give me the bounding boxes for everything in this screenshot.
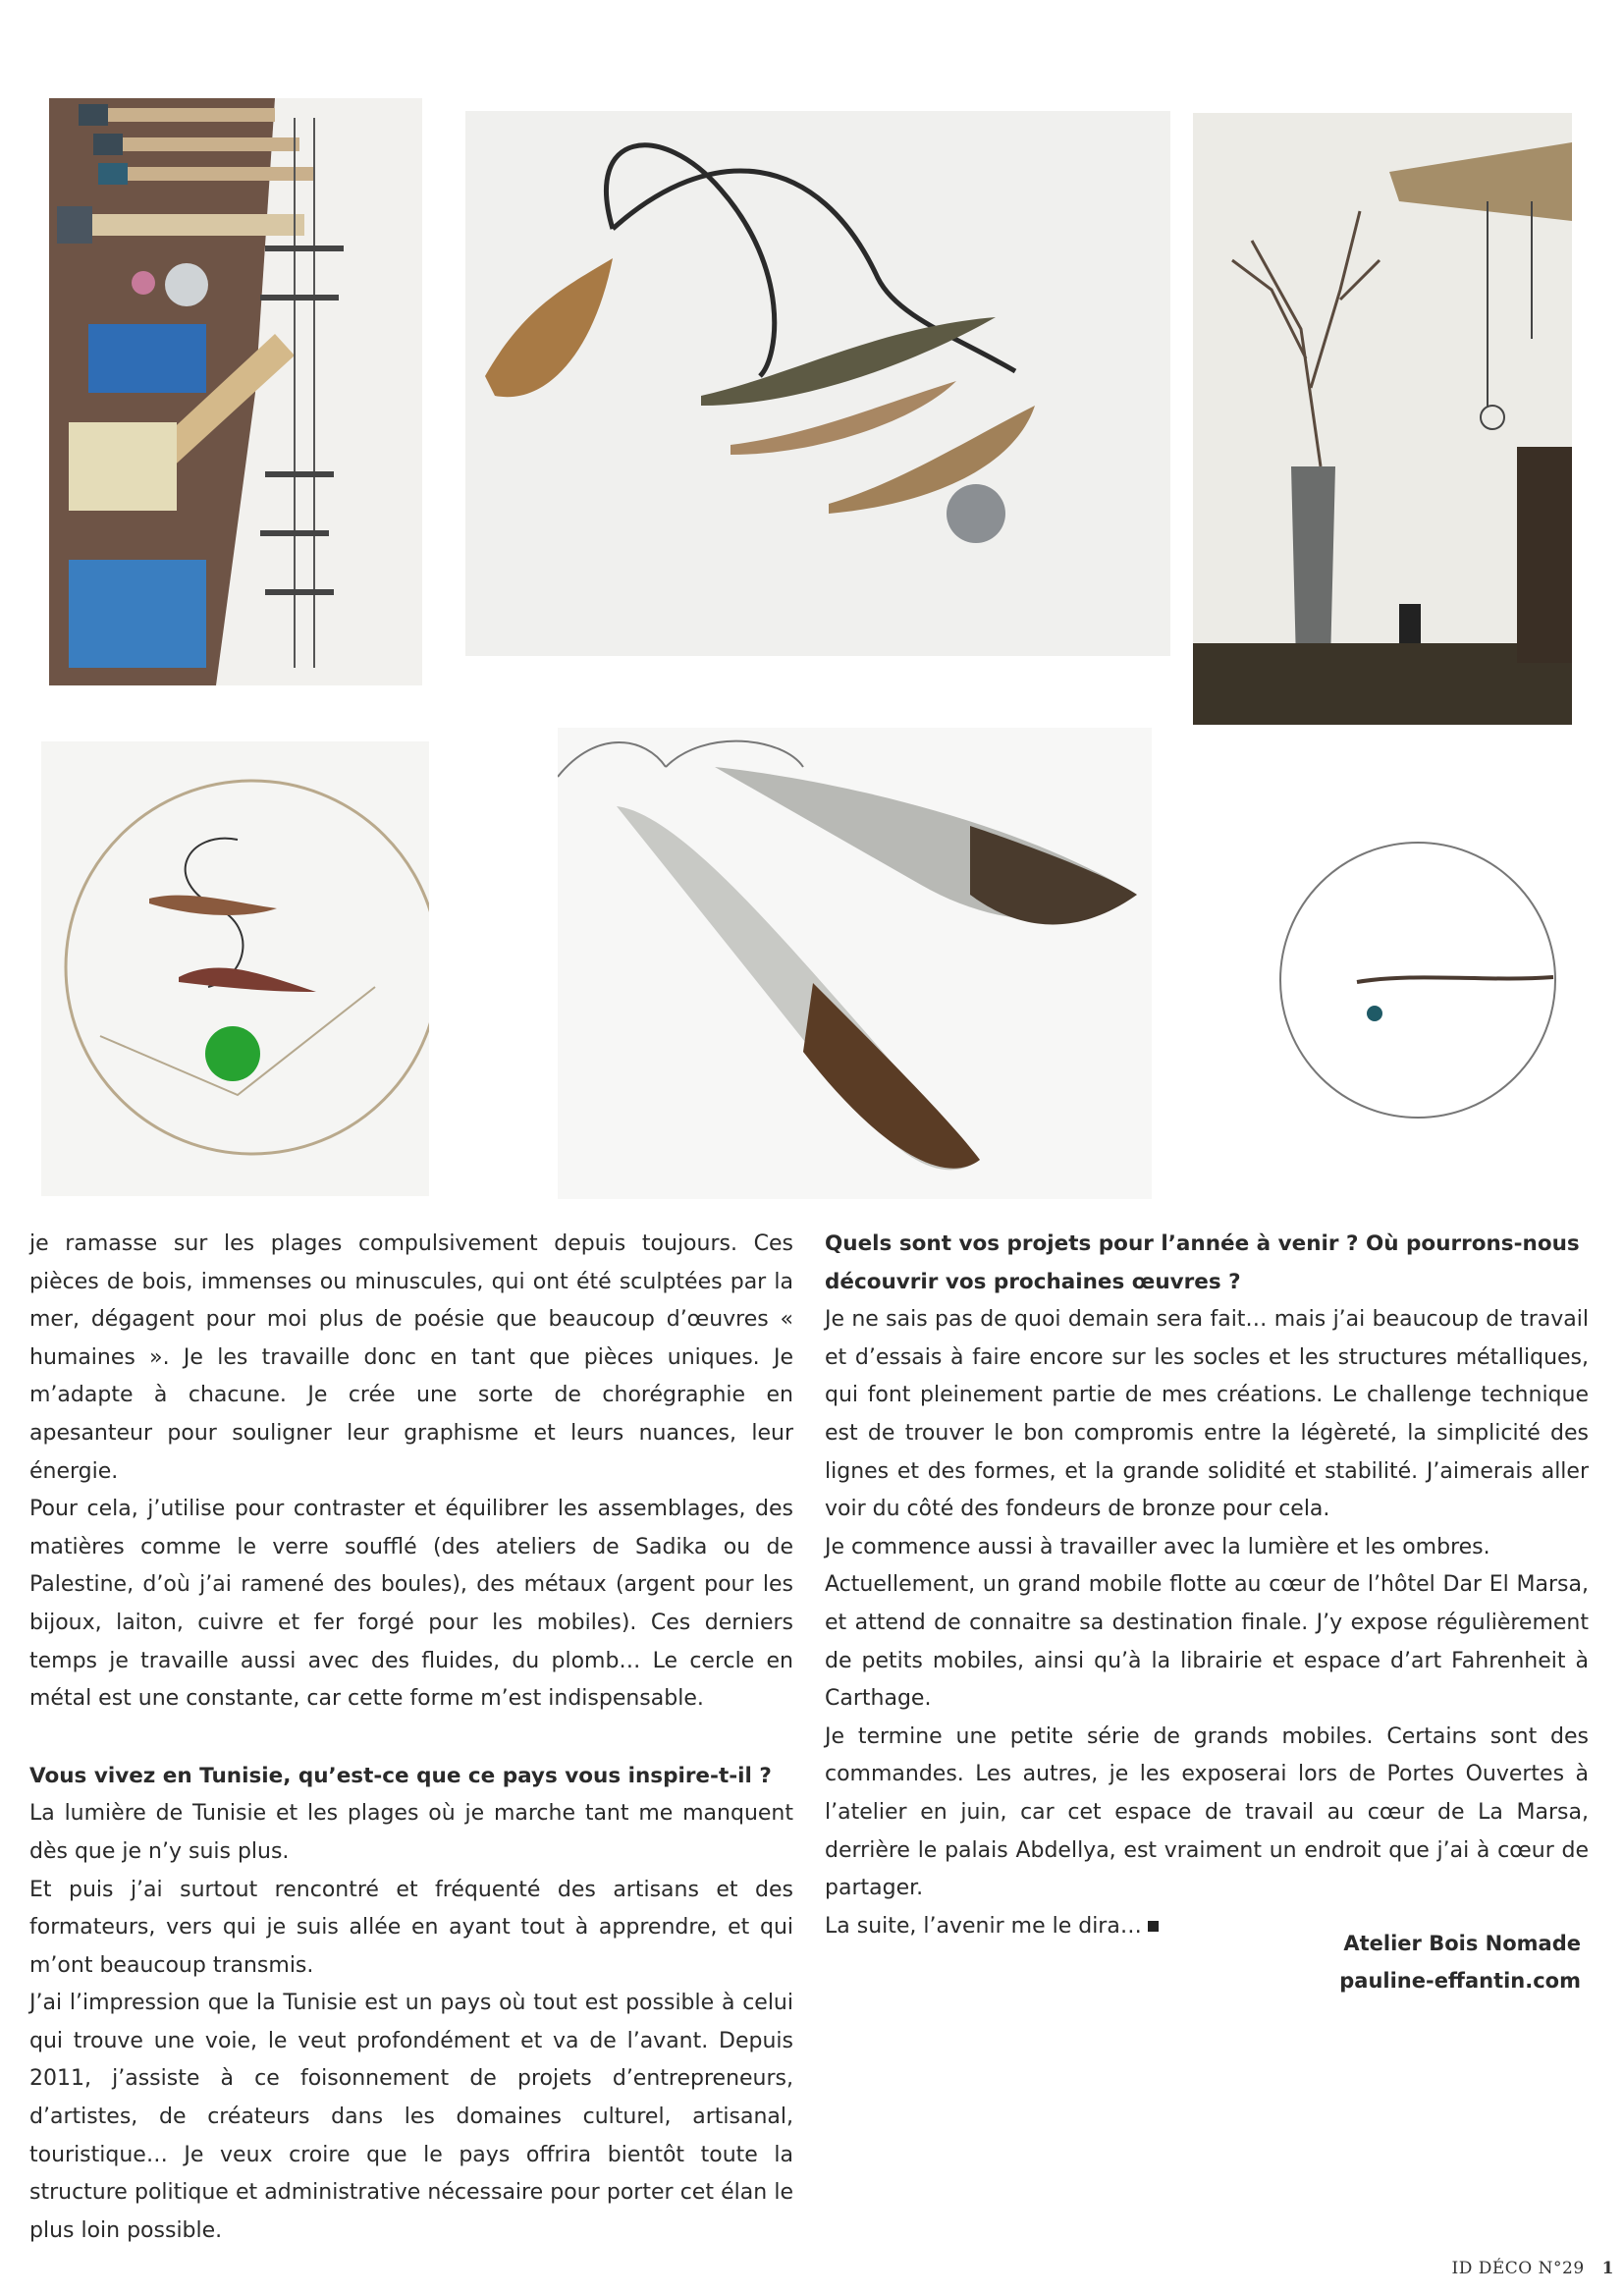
answer-paragraph: Et puis j’ai surtout rencontré et fréquenté des artisans et des formateurs, vers qui je suis allée en ayant tout à apprendre, et qui m’ont beaucoup transmis. <box>29 1877 793 1978</box>
answer-paragraph: Je commence aussi à travailler avec la lumière et les ombres. <box>825 1534 1490 1559</box>
answer-paragraph: Je ne sais pas de quoi demain sera fait… mais j’ai beaucoup de travail et d’essais à faire encore sur les socles et les structures métalliques, qui font pleinement partie de mes créations. Le challenge technique est de trouver le bon compromis entre la légèreté, la simplicité des lignes et des formes, et la grande solidité et stabilité. J’aimerais aller voir du côté des fondeurs de bronze pour cela. <box>825 1307 1589 1522</box>
article-credit <box>1339 1925 1581 1999</box>
question-heading: Quels sont vos projets pour l’année à venir ? Où pourrons-nous découvrir vos prochaines œuvres ? <box>825 1231 1580 1294</box>
closing-text: La suite, l’avenir me le dira… <box>825 1913 1142 1939</box>
workbench-photo <box>49 98 422 685</box>
page-footer <box>1452 2259 1615 2278</box>
intro-paragraph: je ramasse sur les plages compulsivement depuis toujours. Ces pièces de bois, immenses ou minuscules, qui ont été sculptées par la mer, dégagent pour moi plus de poésie que beaucoup d’œuvres « humaines ». Je les travaille donc en tant que pièces uniques. Je m’adapte à chacune. Je crée une sorte de chorégraphie en apesanteur pour souligner leur graphisme et leurs nuances, leur énergie. <box>29 1231 793 1484</box>
magazine-issue: ID DÉCO N°29 <box>1451 2259 1585 2278</box>
mobile-green-ball-photo <box>41 741 429 1196</box>
article-right-column <box>825 1226 1589 1945</box>
intro-paragraph: Pour cela, j’utilise pour contraster et équilibrer les assemblages, des matières comme le verre soufflé (des ateliers de Sadika ou de Palestine, d’où j’ai ramené des boules), des métaux (argent pour les bijoux, laiton, cuivre et fer forgé pour les mobiles). Ces derniers temps je travaille aussi avec des fluides, du plomb… Le cercle en métal est une constante, car cette forme m’est indispensable. <box>29 1497 793 1712</box>
atelier-name: Atelier Bois Nomade <box>1343 1932 1581 1955</box>
answer-paragraph: Je termine une petite série de grands mobiles. Certains sont des commandes. Les autres, je les exposerai lors de Portes Ouvertes à l’atelier en juin, car cet espace de travail au cœur de La Marsa, derrière le palais Abdellya, est vraiment un endroit que j’ai à cœur de partager. <box>825 1723 1589 1901</box>
mobile-small-bead-photo <box>1269 835 1573 1124</box>
answer-paragraph: J’ai l’impression que la Tunisie est un pays où tout est possible à celui qui trouve une voie, le veut profondément et va de l’avant. Depuis 2011, j’assiste à ce foisonnement de projets d’entrepreneurs, d’artistes, de créateurs dans les domaines culturel, artisanal, touristique… Je veux croire que le pays offrira bientôt toute la structure politique et administrative nécessaire pour porter cet élan le plus loin possible. <box>29 1991 793 2243</box>
answer-paragraph: La lumière de Tunisie et les plages où je marche tant me manquent dès que je n’y suis plus. <box>29 1801 793 1864</box>
question-heading: Vous vivez en Tunisie, qu’est-ce que ce pays vous inspire-t-il ? <box>29 1763 772 1788</box>
end-of-article-square-icon <box>1148 1921 1159 1932</box>
website-link[interactable]: pauline-effantin.com <box>1339 1969 1581 1993</box>
answer-paragraph: Actuellement, un grand mobile flotte au cœur de l’hôtel Dar El Marsa, et attend de connaitre sa destination finale. J’y expose régulièrement de petits mobiles, ainsi qu’à la librairie et espace d’art Fahrenheit à Carthage. <box>825 1572 1589 1712</box>
article-left-column <box>29 1226 793 2250</box>
jewellery-display-photo <box>1193 113 1572 725</box>
necklace-photo <box>465 111 1170 656</box>
earrings-photo <box>558 728 1152 1199</box>
page-number: 1 <box>1601 2259 1614 2278</box>
